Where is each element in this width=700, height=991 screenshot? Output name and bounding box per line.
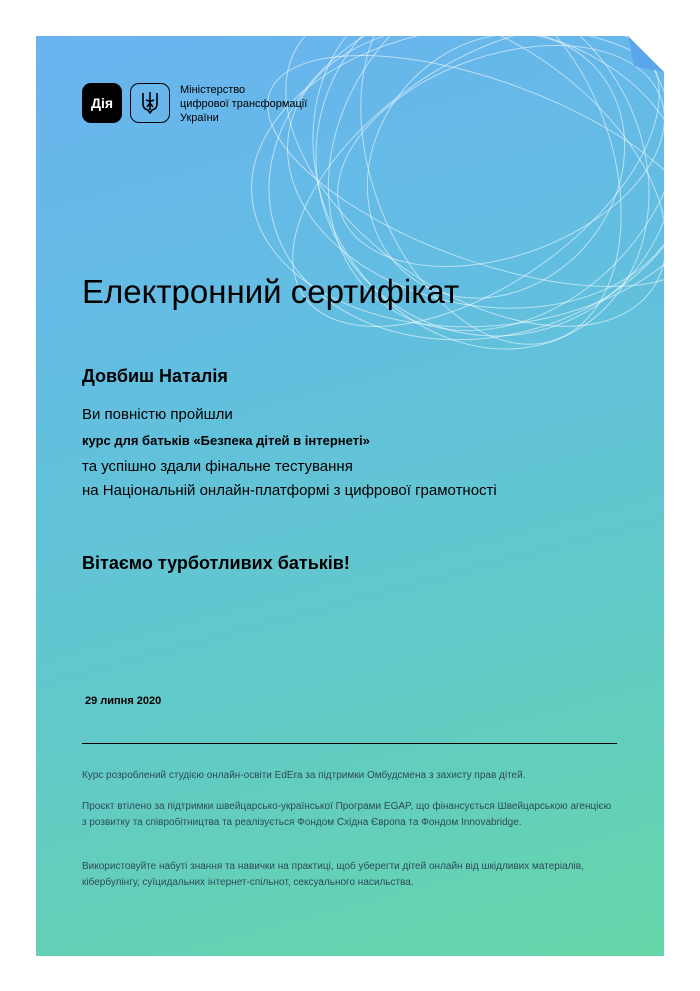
footer-note-egap: Проєкт втілено за підтримки швейцарсько-української Програми EGAP, що фінансується Швейцарською агенцією з розвитку та співробітництва та реалізується Фондом Східна Європа та Фондом Innovabridge.: [82, 801, 612, 828]
greeting: Вітаємо турботливих батьків!: [82, 553, 350, 573]
platform-line: на Національній онлайн-платформі з цифрової грамотності: [82, 482, 497, 499]
page-corner-fold-icon: [628, 36, 664, 72]
completion-line: Ви повністю пройшли: [82, 406, 233, 423]
divider: [82, 743, 617, 744]
footer-note-advice: Використовуйте набуті знання та навички на практиці, щоб уберегти дітей онлайн від шкідливих матеріалів, кібербулінгу, суїцидальних інтернет-спільнот, сексуального насильства.: [82, 861, 584, 888]
footer-note-edera: Курс розроблений студією онлайн-освіти EdEra за підтримки Омбудсмена з захисту прав дітей.: [82, 770, 526, 781]
certificate-title: Електронний сертифікат: [82, 273, 460, 310]
trident-icon: [140, 90, 160, 116]
ministry-line: Міністерство: [180, 84, 246, 96]
trident-emblem: [130, 83, 170, 123]
issue-date: 29 липня 2020: [85, 695, 162, 707]
certificate-card: [36, 36, 664, 956]
ministry-line: цифрової трансформації: [180, 98, 308, 110]
ministry-line: України: [180, 112, 219, 124]
diia-logo: [82, 83, 122, 123]
test-passed-line: та успішно здали фінальне тестування: [82, 458, 353, 475]
recipient-name: Довбиш Наталія: [82, 366, 228, 386]
diia-logo-text: Дія: [90, 95, 114, 111]
ministry-name: [180, 83, 307, 125]
course-name-line: курс для батьків «Безпека дітей в інтернеті»: [82, 433, 370, 448]
